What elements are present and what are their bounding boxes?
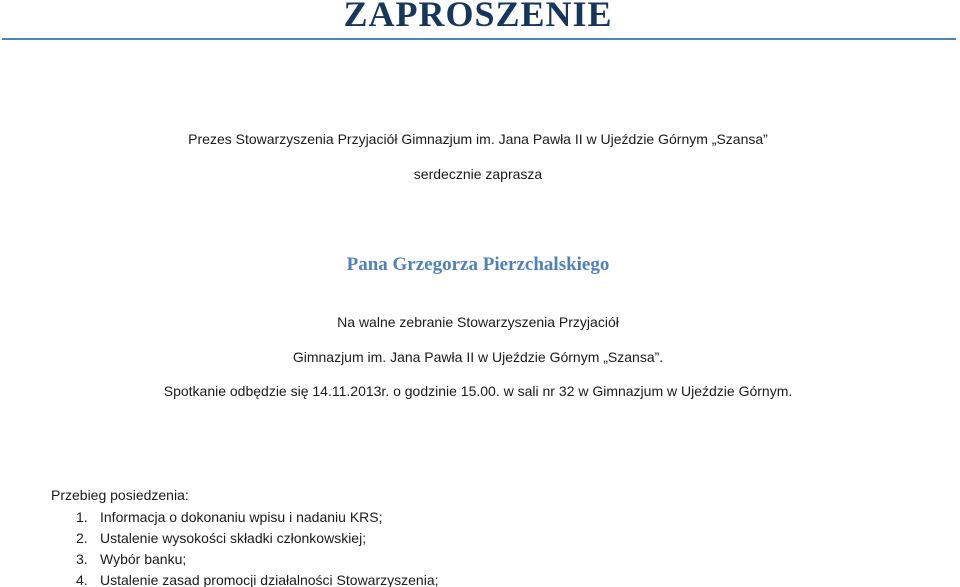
meeting-details: Spotkanie odbędzie się 14.11.2013r. o godzinie 15.00. w sali nr 32 w Gimnazjum w Ujeździe Górnym. — [163, 383, 793, 399]
agenda-item-text: Informacja o dokonaniu wpisu i nadaniu KRS; — [100, 509, 383, 525]
agenda-item-number: 4. — [76, 572, 88, 587]
agenda-item — [76, 570, 439, 587]
agenda-item-number: 2. — [76, 530, 88, 546]
agenda-item-text: Ustalenie wysokości składki członkowskiej; — [100, 530, 367, 546]
invitee-name: Pana Grzegorza Pierzchalskiego — [346, 254, 610, 275]
agenda-heading: Przebieg posiedzenia: — [51, 487, 189, 503]
agenda-item-number: 3. — [76, 551, 88, 567]
invites-line: serdecznie zaprasza — [413, 166, 543, 182]
agenda-list — [76, 507, 439, 587]
event-line-1: Na walne zebranie Stowarzyszenia Przyjaciół — [337, 314, 619, 330]
title-underline — [2, 38, 956, 40]
agenda-item — [76, 507, 439, 528]
document-title: ZAPROSZENIE — [343, 0, 613, 34]
agenda-item-text: Wybór banku; — [100, 551, 187, 567]
agenda-item-number: 1. — [76, 509, 88, 525]
agenda-item — [76, 549, 439, 570]
event-line-2: Gimnazjum im. Jana Pawła II w Ujeździe Górnym „Szansa”. — [292, 349, 664, 365]
agenda-item-text: Ustalenie zasad promocji działalności Stowarzyszenia; — [100, 572, 439, 587]
agenda-item — [76, 528, 439, 549]
inviter-line: Prezes Stowarzyszenia Przyjaciół Gimnazjum im. Jana Pawła II w Ujeździe Górnym „Szansa” — [188, 131, 768, 147]
